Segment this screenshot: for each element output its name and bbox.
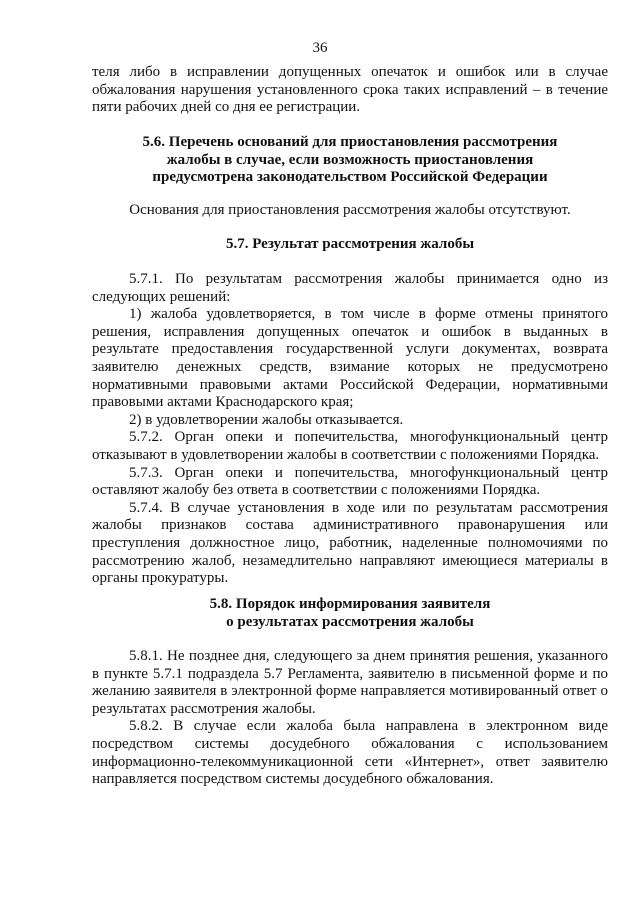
paragraph-5-7-2: 5.7.2. Орган опеки и попечительства, многофункциональный центр отказывают в удовлетворении жалобы в соответствии с положениями Порядка. — [92, 429, 608, 463]
paragraph-5-8-2: 5.8.2. В случае если жалоба была направлена в электронном виде посредством системы досудебного обжалования с использованием информационно-телекоммуникационной сети «Интернет», ответ заявителю направляется посредством системы досудебного обжалования. — [92, 718, 608, 788]
section-5-6-heading-line-2: жалобы в случае, если возможность приостановления — [166, 151, 534, 168]
paragraph-5-7-3: 5.7.3. Орган опеки и попечительства, многофункциональный центр оставляют жалобу без ответа в соответствии с положениями Порядка. — [92, 464, 608, 499]
section-5-6 — [92, 134, 608, 187]
intro-block — [92, 64, 608, 117]
section-5-6-text: Основания для приостановления рассмотрения жалобы отсутствуют. — [129, 202, 571, 218]
section-5-6-body — [92, 202, 608, 220]
section-5-8-body — [92, 648, 608, 789]
section-5-6-heading-line-1: 5.6. Перечень оснований для приостановления рассмотрения — [142, 134, 558, 150]
section-5-7-heading-block — [92, 236, 608, 254]
paragraph-5-8-1: 5.8.1. Не позднее дня, следующего за днем принятия решения, указанного в пункте 5.7.1 подраздела 5.7 Регламента, заявителю в письменной форме и по желанию заявителя в электронной форме направляется мотивированный ответ о результатах рассмотрения жалобы. — [92, 648, 608, 717]
section-5-6-heading-line-3: предусмотрена законодательством Российской Федерации — [152, 169, 548, 186]
section-5-8-heading-line-2: о результатах рассмотрения жалобы — [226, 613, 474, 630]
paragraph-5-7-4: 5.7.4. В случае установления в ходе или по результатам рассмотрения жалобы признаков состава административного правонарушения или преступления должностное лицо, работник, наделенные полномочиями по рассмотрению жалоб, незамедлительно направляют имеющиеся материалы в органы прокуратуры. — [92, 499, 608, 587]
intro-paragraph: теля либо в исправлении допущенных опечаток и ошибок или в случае обжалования нарушения установленного срока таких исправлений – в течение пяти рабочих дней со дня ее регистрации. — [92, 64, 608, 116]
section-5-8-heading-line-1: 5.8. Порядок информирования заявителя — [209, 596, 491, 612]
section-5-7-body — [92, 271, 608, 588]
section-5-8-heading-block — [92, 596, 608, 631]
list-item-2: 2) в удовлетворении жалобы отказывается. — [129, 411, 404, 428]
page-number: 36 — [312, 40, 328, 56]
section-5-7-heading: 5.7. Результат рассмотрения жалобы — [225, 236, 475, 252]
list-item-1: 1) жалоба удовлетворяется, в том числе в форме отмены принятого решения, исправления допущенных опечаток и ошибок в выданных в результате предоставления государственной услуги документах, возврата заявителю денежных средств, взимание которых не предусмотрено нормативными правовыми актами Российской Федерации, нормативными правовыми актами Краснодарского края; — [92, 306, 608, 411]
paragraph-5-7-1: 5.7.1. По результатам рассмотрения жалобы принимается одно из следующих решений: — [92, 271, 608, 305]
